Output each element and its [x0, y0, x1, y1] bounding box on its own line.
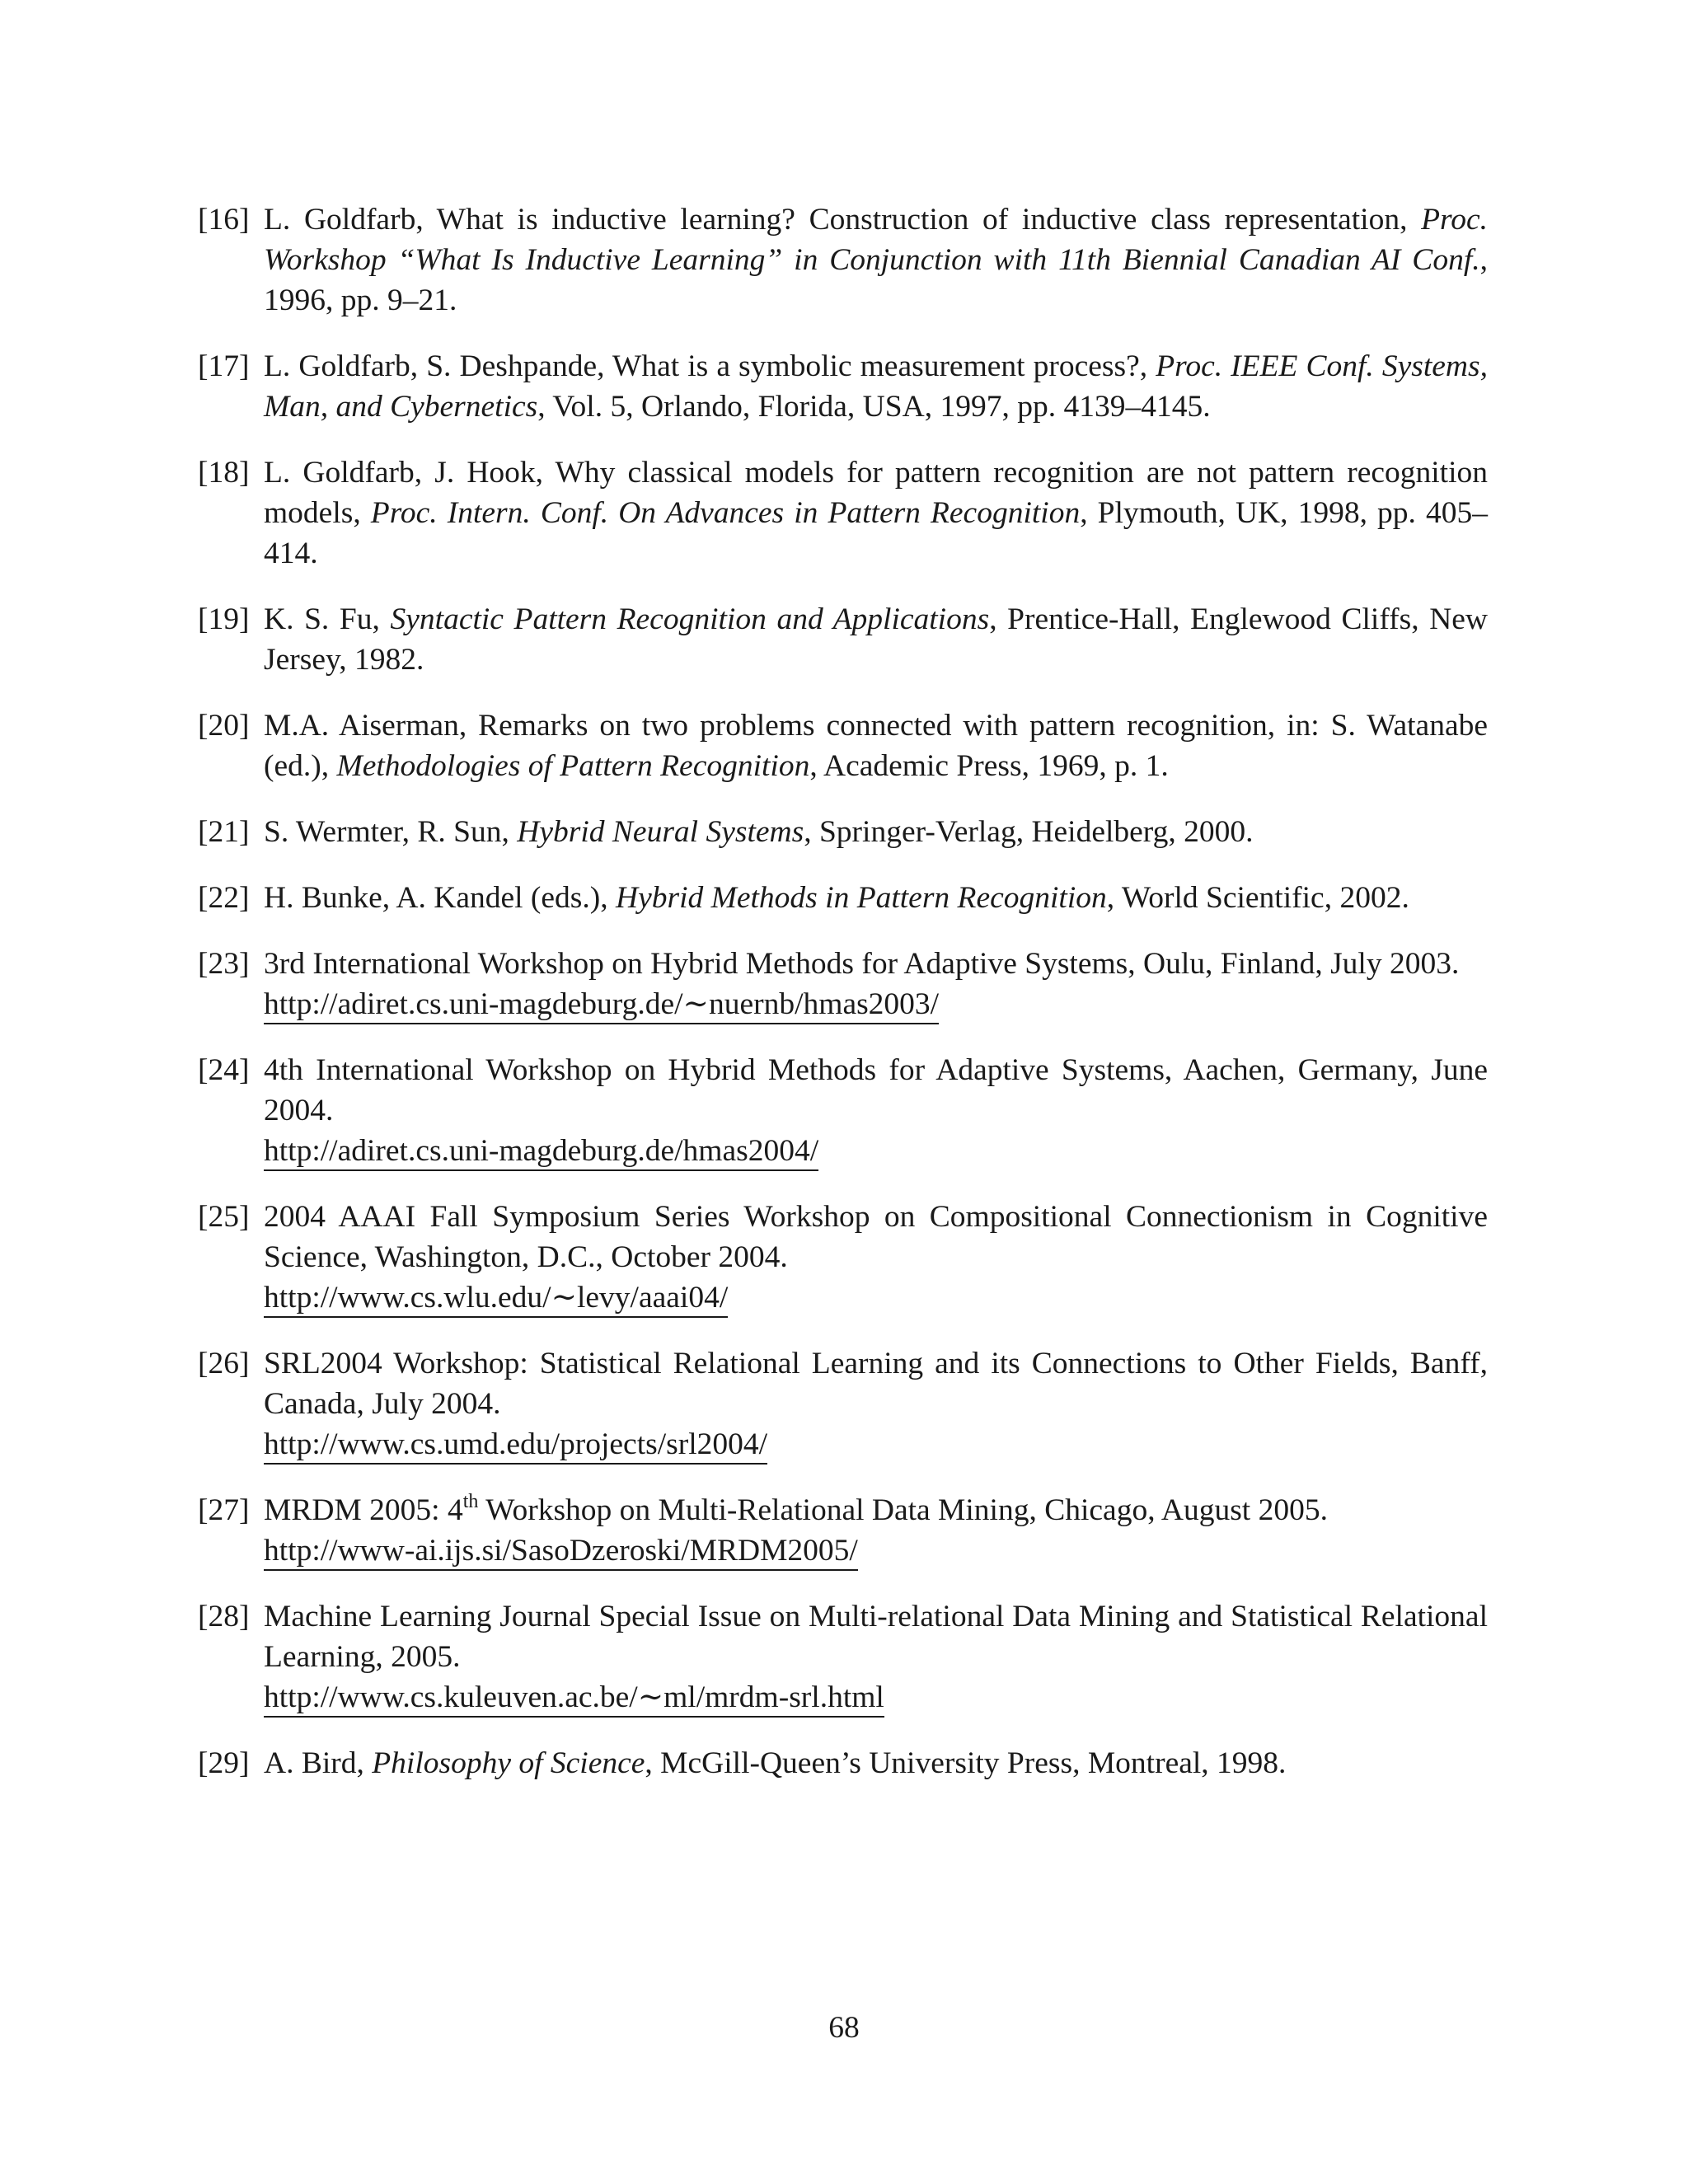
reference-number: [28]: [198, 1600, 250, 1633]
reference-text: L. Goldfarb, What is inductive learning? Construction of inductive class representation, Proc. Workshop “What Is Inductive Learning” in Conjunction with 11th Biennial Canadian AI Conf., 1996, pp. 9–21.: [264, 203, 1488, 317]
reference-book-title: Hybrid Methods in Pattern Recognition: [616, 881, 1107, 915]
reference-number: [27]: [198, 1493, 250, 1527]
reference-link[interactable]: http://www-ai.ijs.si/SasoDzeroski/MRDM2005/: [264, 1533, 858, 1571]
reference-text: A. Bird, Philosophy of Science, McGill-Queen’s University Press, Montreal, 1998.: [264, 1746, 1287, 1780]
reference-link[interactable]: http://www.cs.wlu.edu/∼levy/aaai04/: [264, 1280, 728, 1318]
reference-21: [198, 812, 1488, 852]
reference-text: S. Wermter, R. Sun, Hybrid Neural Systems, Springer-Verlag, Heidelberg, 2000.: [264, 815, 1254, 849]
reference-venue: Proc. Intern. Conf. On Advances in Pattern Recognition: [370, 496, 1081, 530]
reference-number: [26]: [198, 1347, 250, 1380]
reference-number: [16]: [198, 203, 250, 237]
reference-text: SRL2004 Workshop: Statistical Relational Learning and its Connections to Other Fields, Banff, Canada, July 2004. http://www.cs.umd.edu/projects/srl2004/: [264, 1343, 1488, 1465]
reference-26: [198, 1343, 1488, 1465]
reference-text: 4th International Workshop on Hybrid Methods for Adaptive Systems, Aachen, Germany, June 2004. http://adiret.cs.uni-magdeburg.de/hmas2004/: [264, 1050, 1488, 1171]
reference-venue: Proc. Workshop “What Is Inductive Learning” in Conjunction with 11th Biennial Canadian AI Conf.: [264, 203, 1488, 277]
reference-number: [24]: [198, 1053, 250, 1087]
reference-29: [198, 1743, 1488, 1783]
reference-25: [198, 1197, 1488, 1318]
reference-link[interactable]: http://adiret.cs.uni-magdeburg.de/∼nuernb/hmas2003/: [264, 987, 939, 1024]
reference-text: M.A. Aiserman, Remarks on two problems connected with pattern recognition, in: S. Watanabe (ed.), Methodologies of Pattern Recognition, Academic Press, 1969, p. 1.: [264, 709, 1488, 783]
reference-text: Machine Learning Journal Special Issue on Multi-relational Data Mining and Statistical Relational Learning, 2005. http://www.cs.kuleuven.ac.be/∼ml/mrdm-srl.html: [264, 1596, 1488, 1718]
page-number: 68: [828, 2011, 860, 2045]
reference-book-title: Philosophy of Science: [372, 1746, 645, 1780]
reference-link[interactable]: http://www.cs.kuleuven.ac.be/∼ml/mrdm-srl.html: [264, 1680, 884, 1718]
reference-text: K. S. Fu, Syntactic Pattern Recognition and Applications, Prentice-Hall, Englewood Cliffs, New Jersey, 1982.: [264, 602, 1489, 677]
reference-20: [198, 705, 1488, 786]
reference-number: [23]: [198, 947, 250, 981]
reference-link[interactable]: http://adiret.cs.uni-magdeburg.de/hmas2004/: [264, 1133, 818, 1171]
reference-16: [198, 199, 1488, 321]
reference-text: L. Goldfarb, S. Deshpande, What is a symbolic measurement process?, Proc. IEEE Conf. Systems, Man, and Cybernetics, Vol. 5, Orlando, Florida, USA, 1997, pp. 4139–4145.: [264, 349, 1488, 424]
reference-19: [198, 599, 1488, 680]
reference-number: [17]: [198, 349, 250, 383]
reference-number: [18]: [198, 456, 250, 490]
reference-18: [198, 452, 1488, 574]
reference-number: [29]: [198, 1746, 250, 1780]
reference-23: [198, 944, 1488, 1024]
reference-book-title: Methodologies of Pattern Recognition: [336, 749, 810, 783]
reference-17: [198, 346, 1488, 427]
reference-number: [22]: [198, 881, 250, 915]
reference-list: [198, 199, 1488, 1809]
reference-text: L. Goldfarb, J. Hook, Why classical models for pattern recognition are not pattern recognition models, Proc. Intern. Conf. On Advances in Pattern Recognition, Plymouth, UK, 1998, pp. 405–414.: [264, 456, 1488, 570]
reference-number: [19]: [198, 602, 250, 636]
reference-number: [25]: [198, 1200, 250, 1234]
reference-24: [198, 1050, 1488, 1171]
reference-number: [21]: [198, 815, 250, 849]
reference-venue: Proc. IEEE Conf. Systems, Man, and Cybernetics: [264, 349, 1488, 424]
reference-text: 2004 AAAI Fall Symposium Series Workshop on Compositional Connectionism in Cognitive Science, Washington, D.C., October 2004. http://www.cs.wlu.edu/∼levy/aaai04/: [264, 1197, 1488, 1318]
reference-27: [198, 1490, 1488, 1571]
reference-22: [198, 878, 1488, 918]
reference-book-title: Hybrid Neural Systems: [517, 815, 804, 849]
ordinal-superscript: th: [462, 1491, 479, 1512]
reference-28: [198, 1596, 1488, 1718]
reference-number: [20]: [198, 709, 250, 743]
reference-link[interactable]: http://www.cs.umd.edu/projects/srl2004/: [264, 1427, 767, 1465]
reference-book-title: Syntactic Pattern Recognition and Applications: [390, 602, 990, 636]
reference-text: MRDM 2005: 4th Workshop on Multi-Relational Data Mining, Chicago, August 2005. http://www-ai.ijs.si/SasoDzeroski/MRDM2005/: [264, 1490, 1488, 1571]
reference-text: H. Bunke, A. Kandel (eds.), Hybrid Methods in Pattern Recognition, World Scientific, 2002.: [264, 881, 1409, 915]
reference-text: 3rd International Workshop on Hybrid Methods for Adaptive Systems, Oulu, Finland, July 2003. http://adiret.cs.uni-magdeburg.de/∼nuernb/hmas2003/: [264, 944, 1488, 1024]
